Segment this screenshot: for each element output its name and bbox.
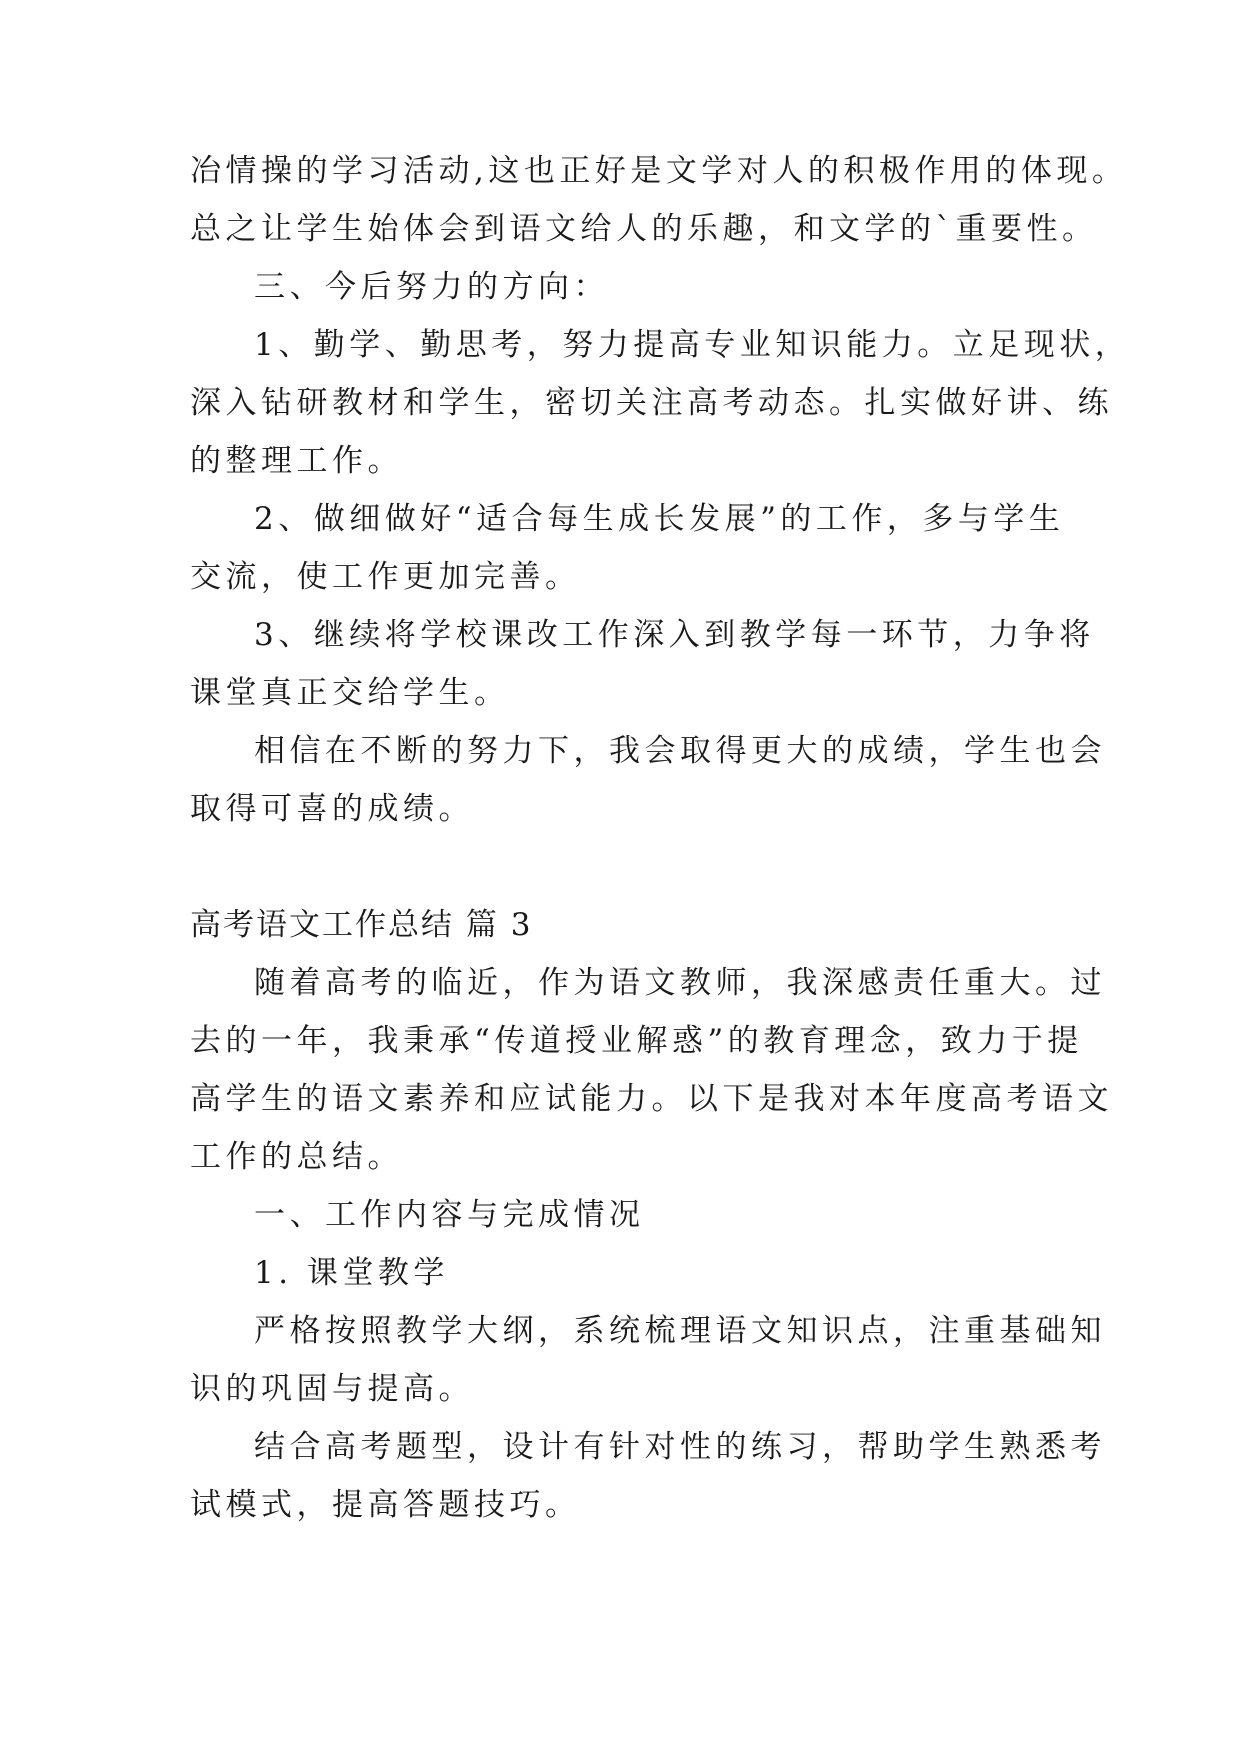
paragraph-line: 高学生的语文素养和应试能力。以下是我对本年度高考语文 [190, 1081, 1113, 1117]
section-heading: 一、工作内容与完成情况 [254, 1197, 645, 1233]
article-title: 高考语文工作总结 篇 3 [190, 907, 533, 943]
list-item-line: 1、勤学、勤思考，努力提高专业知识能力。立足现状， [254, 327, 1131, 363]
list-item-line: 3、继续将学校课改工作深入到教学每一环节，力争将 [254, 617, 1095, 653]
list-item-line: 课堂真正交给学生。 [190, 675, 510, 711]
subsection-heading: 1. 课堂教学 [254, 1255, 449, 1291]
list-item-line: 交流，使工作更加完善。 [190, 559, 581, 595]
paragraph-line: 去的一年，我秉承“传道授业解惑”的教育理念，致力于提 [190, 1023, 1083, 1059]
paragraph-line: 识的巩固与提高。 [190, 1371, 474, 1407]
paragraph-line: 总之让学生始体会到语文给人的乐趣，和文学的`重要性。 [190, 211, 1098, 247]
paragraph-line: 冶情操的学习活动,这也正好是文学对人的积极作用的体现。 [190, 153, 1128, 189]
section-heading: 三、今后努力的方向： [254, 269, 609, 305]
paragraph-line: 严格按照教学大纲，系统梳理语文知识点，注重基础知 [254, 1313, 1106, 1349]
paragraph-line: 结合高考题型，设计有针对性的练习，帮助学生熟悉考 [254, 1429, 1106, 1465]
paragraph-line: 取得可喜的成绩。 [190, 791, 474, 827]
paragraph-line: 工作的总结。 [190, 1139, 403, 1175]
list-item-line: 2、做细做好“适合每生成长发展”的工作，多与学生 [254, 501, 1065, 537]
paragraph-line: 随着高考的临近，作为语文教师，我深感责任重大。过 [254, 965, 1106, 1001]
list-item-line: 的整理工作。 [190, 443, 403, 479]
paragraph-line: 试模式，提高答题技巧。 [190, 1487, 581, 1523]
paragraph-line: 相信在不断的努力下，我会取得更大的成绩，学生也会 [254, 733, 1106, 769]
list-item-line: 深入钻研教材和学生，密切关注高考动态。扎实做好讲、练 [190, 385, 1113, 421]
